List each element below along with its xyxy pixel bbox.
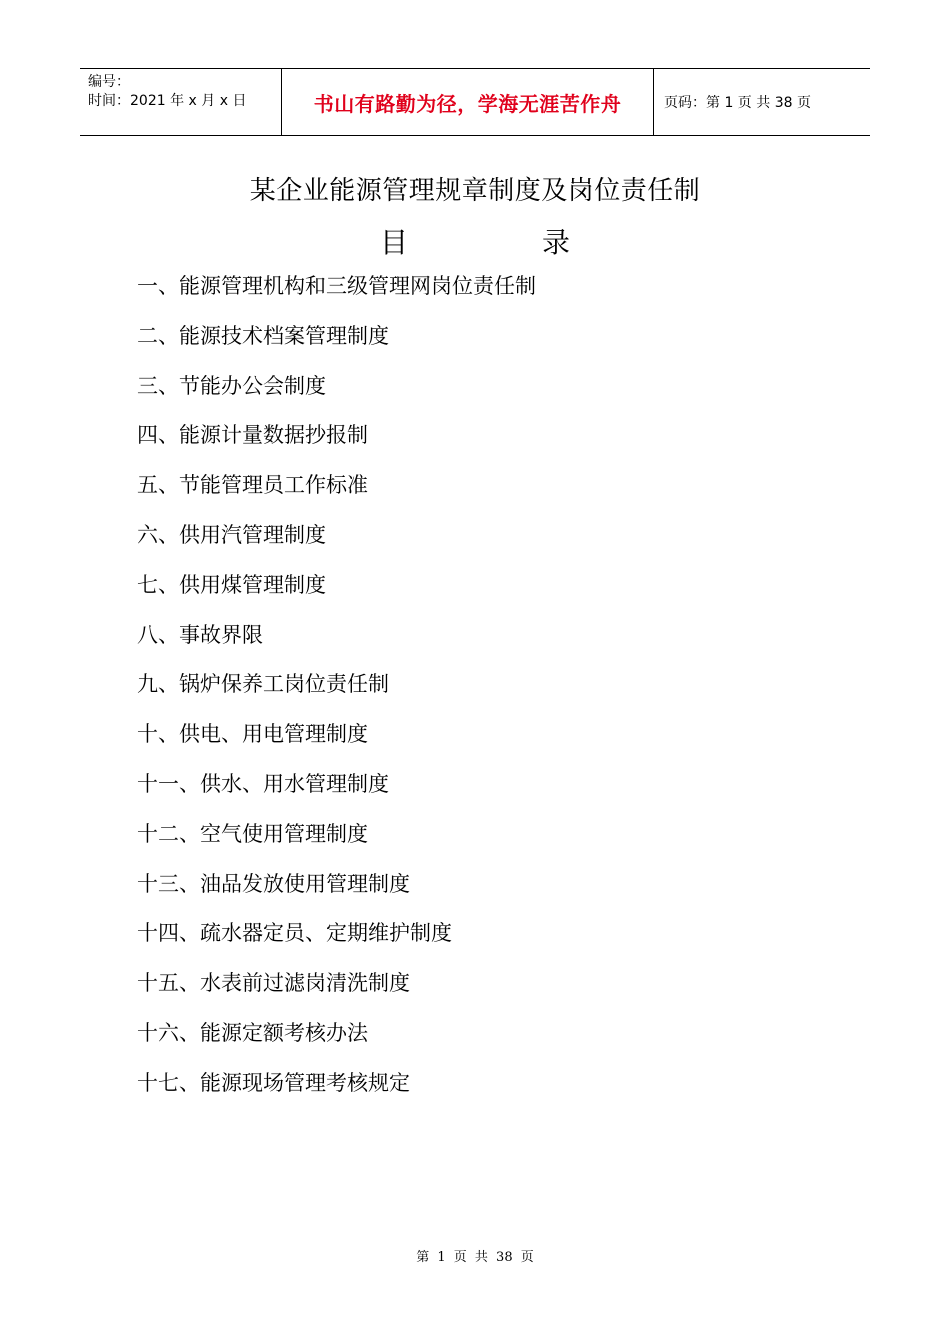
toc-item[interactable]: 六、供用汽管理制度 xyxy=(137,522,326,547)
header-table xyxy=(80,68,870,136)
page-info: 页码：第 1 页 共 38 页 xyxy=(664,95,811,111)
toc-item[interactable]: 十六、能源定额考核办法 xyxy=(137,1020,368,1045)
motto-text: 书山有路勤为径，学海无涯苦作舟 xyxy=(313,91,622,116)
toc-item[interactable]: 十、供电、用电管理制度 xyxy=(137,722,368,747)
toc-heading xyxy=(380,221,570,261)
time-label: 时间：2021 年 x 月 x 日 xyxy=(88,93,247,109)
toc-heading-char2: 录 xyxy=(541,226,570,259)
toc-item[interactable]: 二、能源技术档案管理制度 xyxy=(137,323,389,348)
toc-item[interactable]: 一、能源管理机构和三级管理网岗位责任制 xyxy=(137,274,536,298)
document-title: 某企业能源管理规章制度及岗位责任制 xyxy=(249,176,701,206)
toc-item[interactable]: 五、节能管理员工作标准 xyxy=(137,473,368,498)
toc-item[interactable]: 十三、油品发放使用管理制度 xyxy=(137,871,410,896)
toc-item[interactable]: 十七、能源现场管理考核规定 xyxy=(137,1070,410,1095)
number-label: 编号： xyxy=(88,74,130,90)
header-motto-cell xyxy=(282,69,654,135)
header-page-cell xyxy=(654,69,870,135)
toc-item[interactable]: 四、能源计量数据抄报制 xyxy=(137,423,368,448)
page-footer: 第 1 页 共 38 页 xyxy=(416,1250,534,1265)
toc-list xyxy=(137,271,536,1118)
toc-item[interactable]: 八、事故界限 xyxy=(137,622,263,647)
toc-item[interactable]: 三、节能办公会制度 xyxy=(137,373,326,398)
toc-item[interactable]: 七、供用煤管理制度 xyxy=(137,572,326,597)
toc-item[interactable]: 十四、疏水器定员、定期维护制度 xyxy=(137,921,452,946)
toc-item[interactable]: 十一、供水、用水管理制度 xyxy=(137,771,389,796)
toc-item[interactable]: 十二、空气使用管理制度 xyxy=(137,821,368,846)
toc-item[interactable]: 九、锅炉保养工岗位责任制 xyxy=(137,672,389,697)
header-meta-cell xyxy=(80,69,282,135)
toc-item[interactable]: 十五、水表前过滤岗清洗制度 xyxy=(137,971,410,996)
toc-heading-char1: 目 xyxy=(380,226,409,259)
